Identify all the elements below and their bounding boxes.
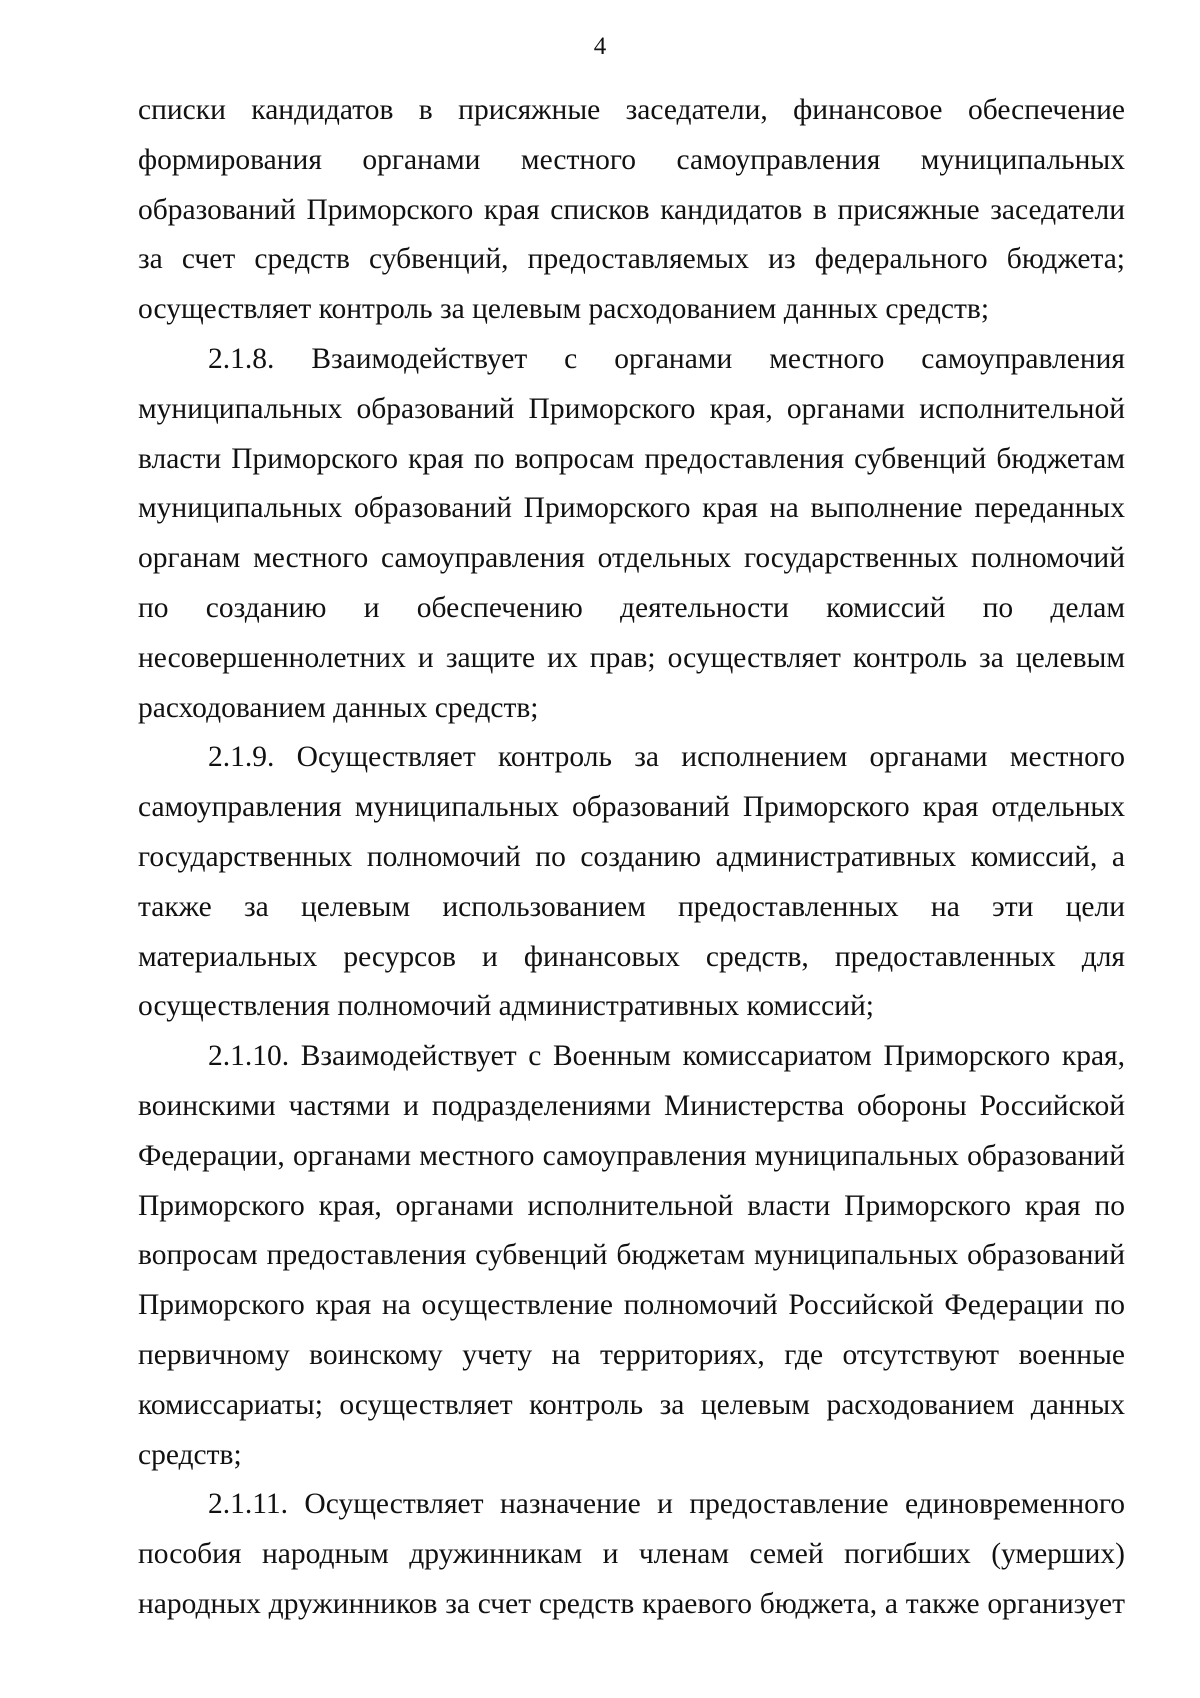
paragraph-2-1-10: 2.1.10. Взаимодействует с Военным комиссариатом Приморского края, воинскими частями и подразделениями Министерства обороны Российской Федерации, органами местного самоуправления муниципальных образований Приморского края, органами исполнительной власти Приморского края по вопросам предоставления субвенций бюджетам муниципальных образований Приморского края на осуществление полномочий Российской Федерации по первичному воинскому учету на территориях, где отсутствуют военные комиссариаты; осуществляет контроль за целевым расходованием данных средств; — [138, 1040, 1125, 1471]
paragraph-2-1-11: 2.1.11. Осуществляет назначение и предоставление единовременного пособия народным дружинникам и членам семей погибших (умерших) народных дружинников за счет средств краевого бюджета, а также организует — [138, 1488, 1125, 1620]
page-number: 4 — [593, 33, 607, 60]
paragraph-2-1-9: 2.1.9. Осуществляет контроль за исполнением органами местного самоуправления муниципальных образований Приморского края отдельных государственных полномочий по созданию административных комиссий, а также за целевым использованием предоставленных на эти цели материальных ресурсов и финансовых средств, предоставленных для осуществления полномочий административных комиссий; — [138, 741, 1125, 1023]
document-body — [138, 86, 1125, 1630]
paragraph-2-1-8: 2.1.8. Взаимодействует с органами местного самоуправления муниципальных образований Приморского края, органами исполнительной власти Приморского края по вопросам предоставления субвенций бюджетам муниципальных образований Приморского края на выполнение переданных органам местного самоуправления отдельных государственных полномочий по созданию и обеспечению деятельности комиссий по делам несовершеннолетних и защите их прав; осуществляет контроль за целевым расходованием данных средств; — [138, 342, 1125, 724]
paragraph-continuation: списки кандидатов в присяжные заседатели, финансовое обеспечение формирования органами местного самоуправления муниципальных образований Приморского края списков кандидатов в присяжные заседатели за счет средств субвенций, предоставляемых из федерального бюджета; осуществляет контроль за целевым расходованием данных средств; — [138, 94, 1125, 326]
